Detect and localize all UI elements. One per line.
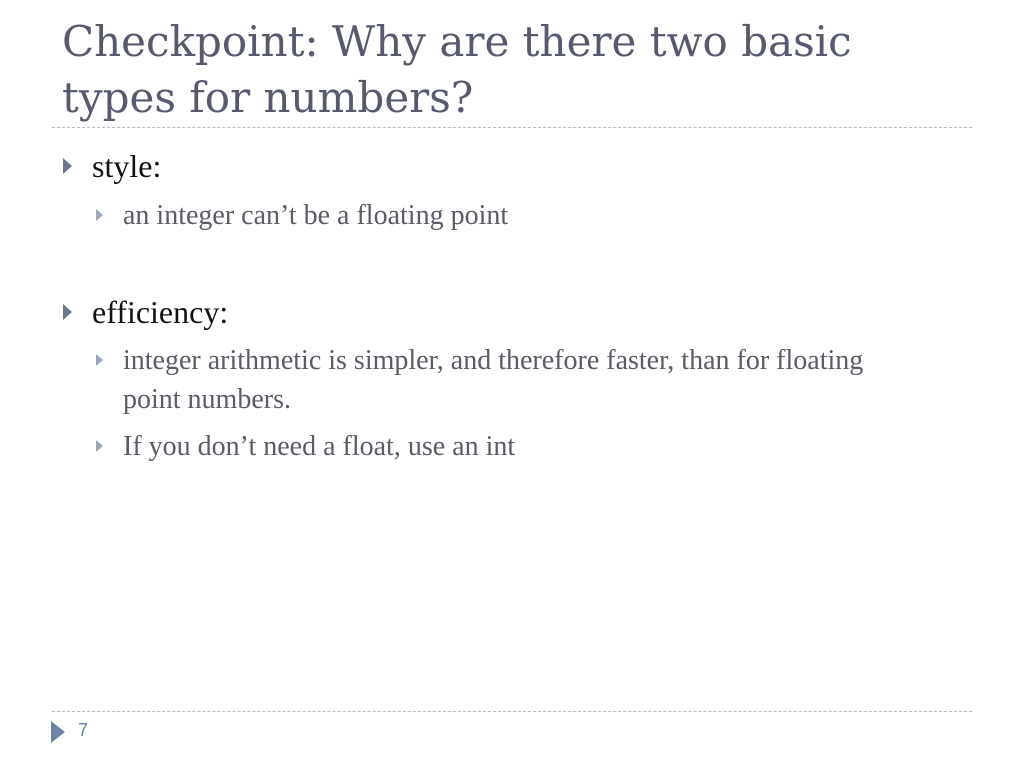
sub-bullet-integer-not-float: an integer can’t be a floating point [123, 200, 509, 231]
bullet-arrow-icon [63, 304, 72, 320]
page-number: 7 [78, 720, 89, 740]
sub-bullet-arrow-icon [96, 440, 103, 452]
footer-divider [52, 711, 972, 712]
bullet-efficiency: efficiency: [92, 294, 229, 330]
bullet-arrow-icon [63, 158, 72, 174]
sub-bullet-use-int: If you don’t need a float, use an int [123, 431, 516, 462]
bullet-style: style: [92, 148, 162, 184]
sub-bullet-arrow-icon [96, 354, 103, 366]
title-divider [52, 127, 972, 128]
footer-arrow-icon [51, 721, 65, 743]
sub-bullet-integer-arithmetic: integer arithmetic is simpler, and therefore faster, than for floating point numbers. [123, 345, 864, 415]
sub-bullet-arrow-icon [96, 209, 103, 221]
slide-title: Checkpoint: Why are there two basic types for numbers? [62, 17, 852, 122]
